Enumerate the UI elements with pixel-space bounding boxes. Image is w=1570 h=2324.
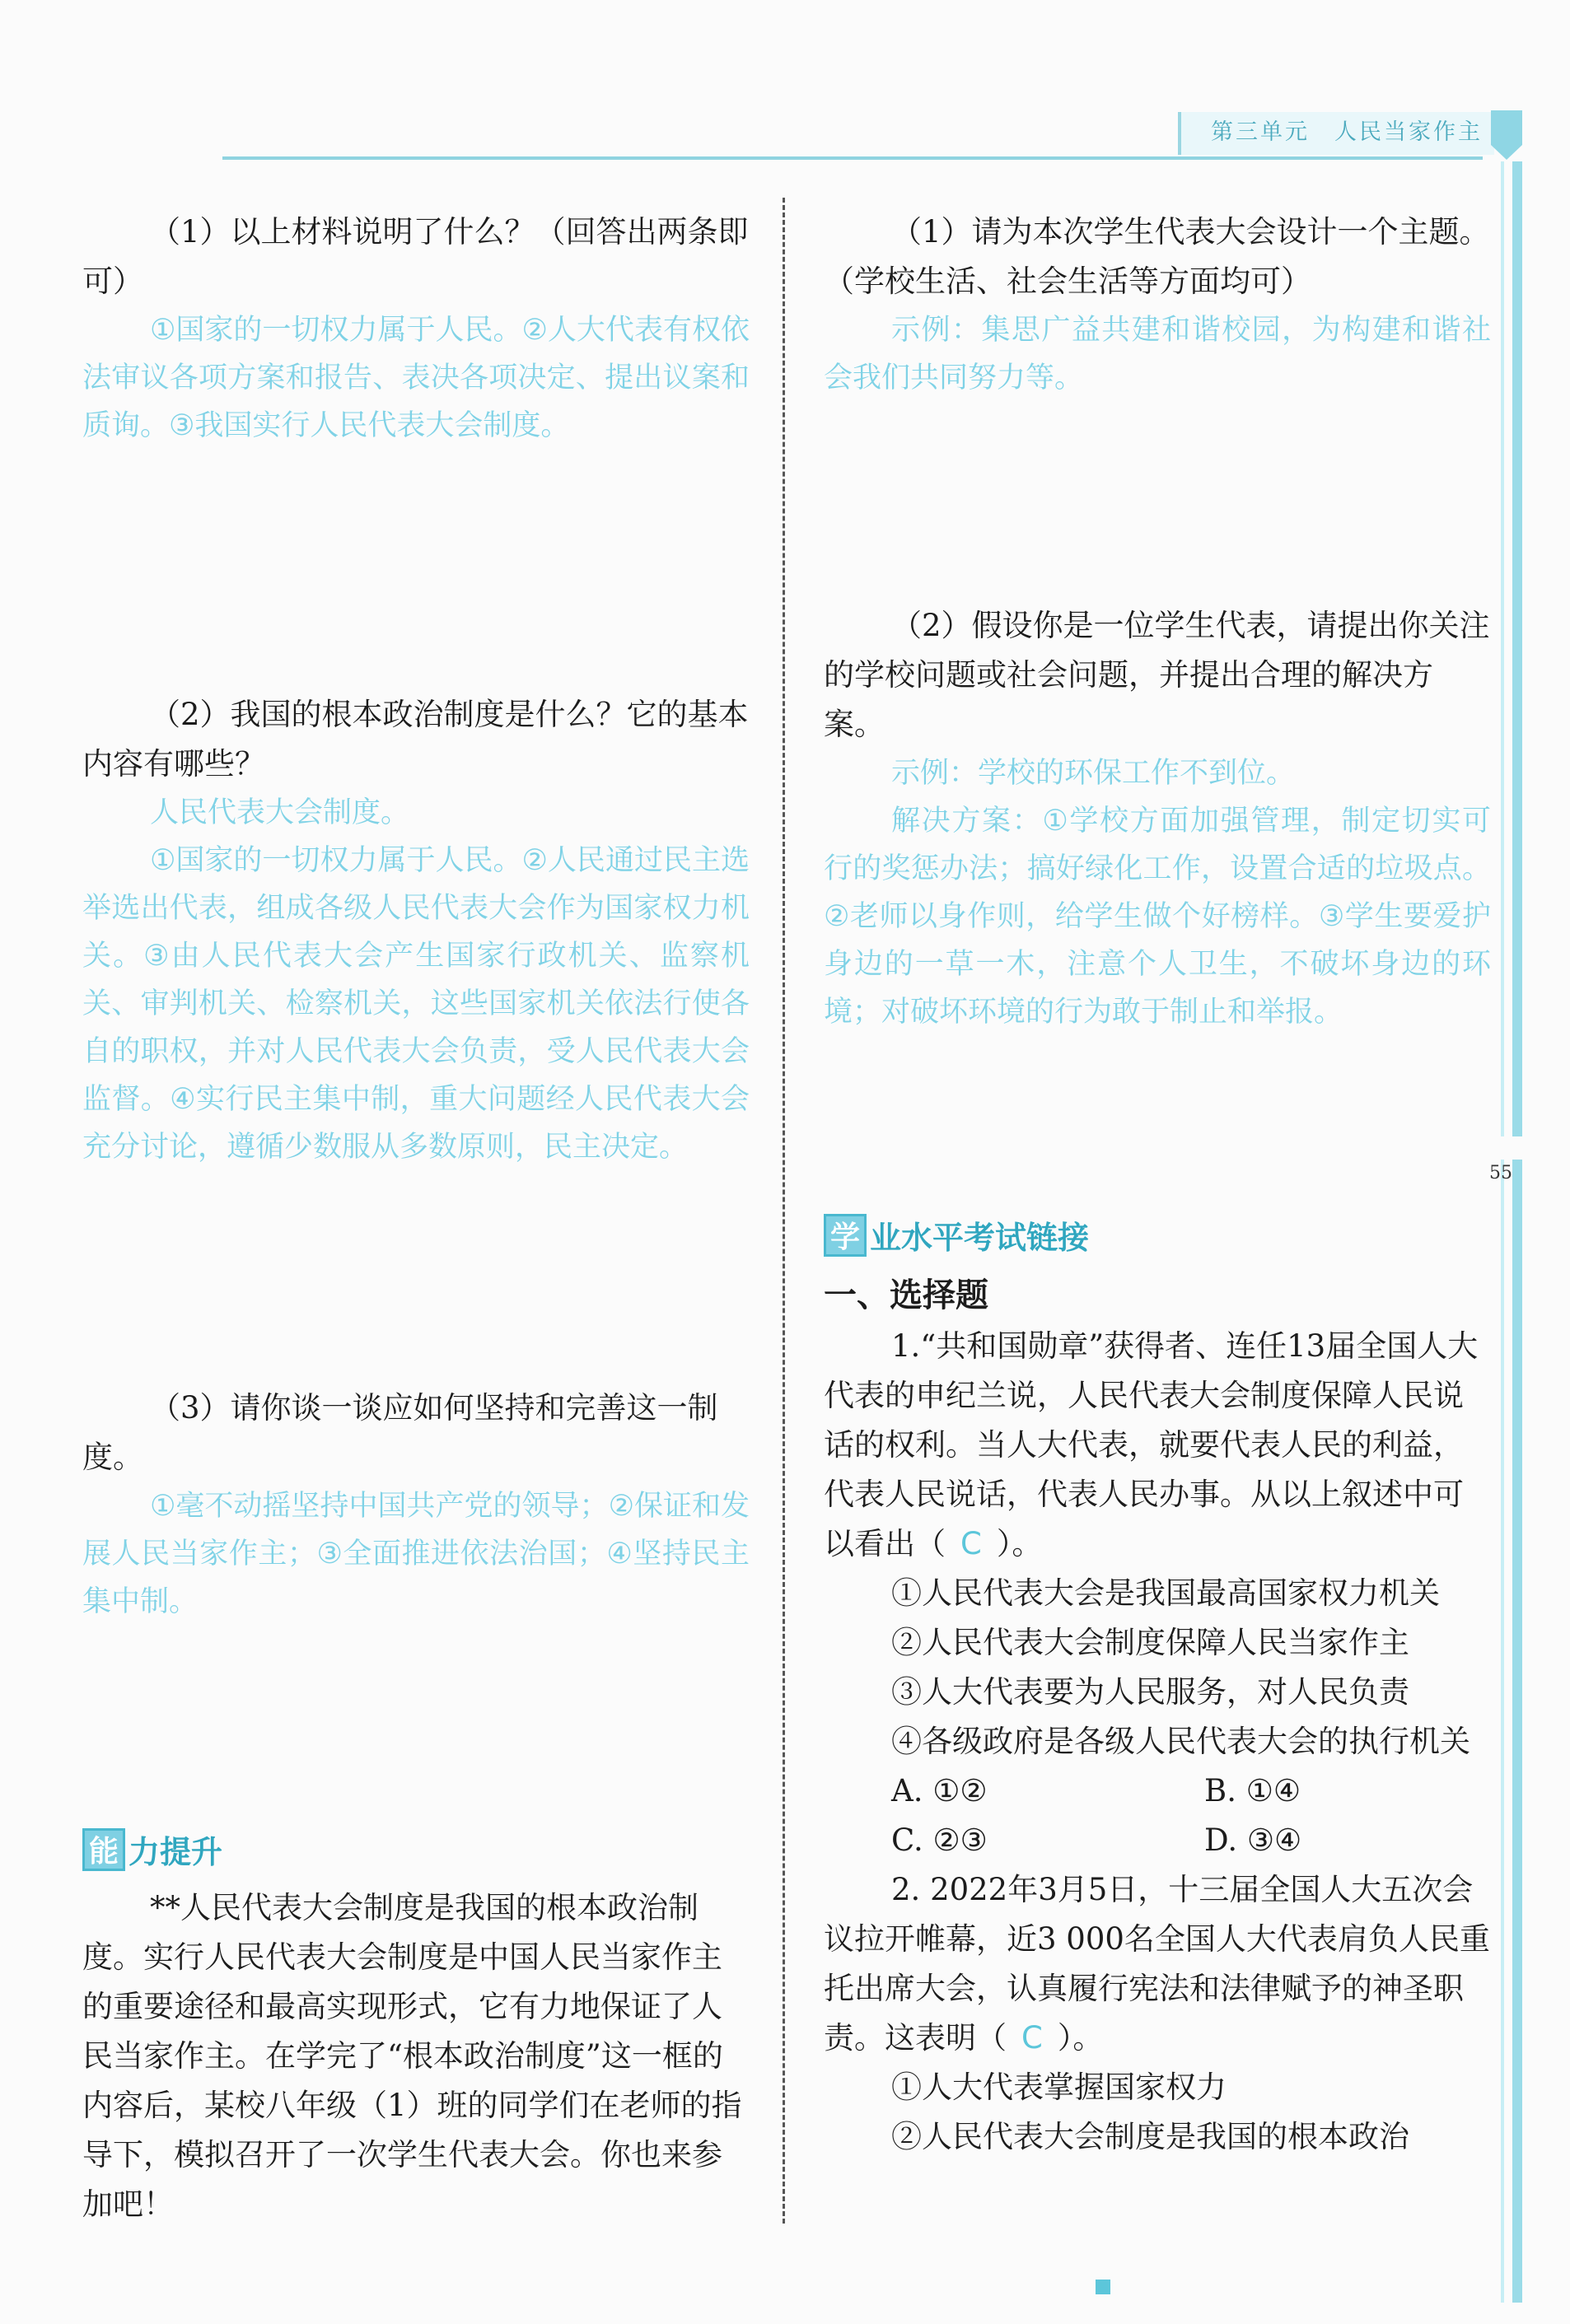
side-notch <box>1499 1136 1527 1160</box>
left-q2-answer-1: 人民代表大会制度。 <box>150 796 410 829</box>
right-q2 <box>824 601 1491 1036</box>
header-tab-decoration <box>1491 110 1522 160</box>
mc2-item-1: ①人大代表掌握国家权力 <box>891 2070 1227 2105</box>
ability-text: **人民代表大会制度是我国的根本政治制度。实行人民代表大会制度是中国人民当家作主的重要途径和最高实现形式，它有力地保证了人民当家作主。在学完了“根本政治制度”这一框的内容后，某校八年级（1）班的同学们在老师的指导下，模拟召开了一次学生代表大会。你也来参加吧！ <box>82 1890 742 2222</box>
mc2-stem <box>824 1865 1491 2063</box>
section-exam <box>824 1212 1491 2162</box>
right-q1 <box>824 208 1491 402</box>
left-q2 <box>82 690 750 1171</box>
mc1-item-3: ③人大代表要为人民服务，对人民负责 <box>891 1674 1409 1710</box>
left-q2-question: （2）我国的根本政治制度是什么？它的基本内容有哪些？ <box>82 697 749 782</box>
section-exam-box: 学 <box>824 1214 867 1257</box>
section-ability-title: 力提升 <box>128 1834 223 1870</box>
mc2-answer: C <box>1021 2020 1043 2056</box>
right-q2-answer-2: 解决方案：①学校方面加强管理，制定切实可行的奖惩办法；搞好绿化工作，设置合适的垃圾点。②老师以身作则，给学生做个好榜样。③学生要爱护身边的一草一木，注意个人卫生，不破坏身边的环境；对破坏环境的行为敢于制止和举报。 <box>824 805 1491 1029</box>
mc1-option-d: D. ③④ <box>1204 1822 1302 1858</box>
mc1-options-row-2 <box>824 1816 1491 1865</box>
side-bar <box>1512 161 1522 2303</box>
header-rule <box>222 156 1483 160</box>
left-q3-answer: ①毫不动摇坚持中国共产党的领导；②保证和发展人民当家作主；③全面推进依法治国；④坚持民主集中制。 <box>82 1490 750 1618</box>
mc1-stem-end: ）。 <box>996 1526 1043 1561</box>
mc1-options-row-1 <box>824 1766 1491 1816</box>
column-divider <box>783 198 785 2224</box>
mc2-stem-end: ）。 <box>1057 2020 1104 2056</box>
left-q1 <box>82 208 750 450</box>
right-q2-answer-1: 示例：学校的环保工作不到位。 <box>891 757 1296 790</box>
mc1-stem-text: 1.“共和国勋章”获得者、连任13届全国人大代表的申纪兰说，人民代表大会制度保障人民说话的权利。当人大代表，就要代表人民的利益，代表人民说话，代表人民办事。从以上叙述中可以看出（ <box>824 1328 1479 1561</box>
mc1-answer: C <box>960 1526 982 1561</box>
section-exam-title: 业水平考试链接 <box>870 1220 1090 1256</box>
right-q2-question: （2）假设你是一位学生代表，请提出你关注的学校问题或社会问题，并提出合理的解决方案。 <box>824 608 1490 742</box>
unit-title: 第三单元 人民当家作主 <box>1211 119 1483 145</box>
section-ability-box: 能 <box>82 1828 125 1871</box>
left-q2-answer-2: ①国家的一切权力属于人民。②人民通过民主选举选出代表，组成各级人民代表大会作为国家权力机关。③由人民代表大会产生国家行政机关、监察机关、审判机关、检察机关，这些国家机关依法行使各自的职权，并对人民代表大会负责，受人民代表大会监督。④实行民主集中制，重大问题经人民代表大会充分讨论，遵循少数服从多数原则，民主决定。 <box>82 844 750 1164</box>
mc1-item-1: ①人民代表大会是我国最高国家权力机关 <box>891 1575 1440 1611</box>
mc1-option-c: C. ②③ <box>891 1822 988 1858</box>
mc2-item-2: ②人民代表大会制度是我国的根本政治 <box>891 2119 1409 2154</box>
section-ability <box>82 1827 750 2229</box>
heading-choice: 一、选择题 <box>824 1276 988 1314</box>
mc1-option-a: A. ①② <box>891 1773 988 1808</box>
mc1-stem <box>824 1322 1491 1569</box>
mc1-option-b: B. ①④ <box>1204 1773 1301 1808</box>
left-q3-question: （3）请你谈一谈应如何坚持和完善这一制度。 <box>82 1390 718 1475</box>
mc1-item-4: ④各级政府是各级人民代表大会的执行机关 <box>891 1724 1470 1759</box>
page-number: 55 <box>1489 1163 1512 1183</box>
right-q1-answer: 示例：集思广益共建和谐校园，为构建和谐社会我们共同努力等。 <box>824 314 1491 394</box>
left-q1-answer: ①国家的一切权力属于人民。②人大代表有权依法审议各项方案和报告、表决各项决定、提出议案和质询。③我国实行人民代表大会制度。 <box>82 314 750 442</box>
bottom-square-decoration <box>1096 2280 1110 2294</box>
mc1-item-2: ②人民代表大会制度保障人民当家作主 <box>891 1625 1409 1660</box>
right-q1-question: （1）请为本次学生代表大会设计一个主题。（学校生活、社会生活等方面均可） <box>824 214 1490 299</box>
left-q3 <box>82 1384 750 1626</box>
side-bar-inner <box>1501 161 1504 2303</box>
left-q1-question: （1）以上材料说明了什么？（回答出两条即可） <box>82 214 749 299</box>
mc2-stem-text: 2. 2022年3月5日，十三届全国人大五次会议拉开帷幕，近3 000名全国人大代表肩负人民重托出席大会，认真履行宪法和法律赋予的神圣职责。这表明（ <box>824 1872 1490 2056</box>
